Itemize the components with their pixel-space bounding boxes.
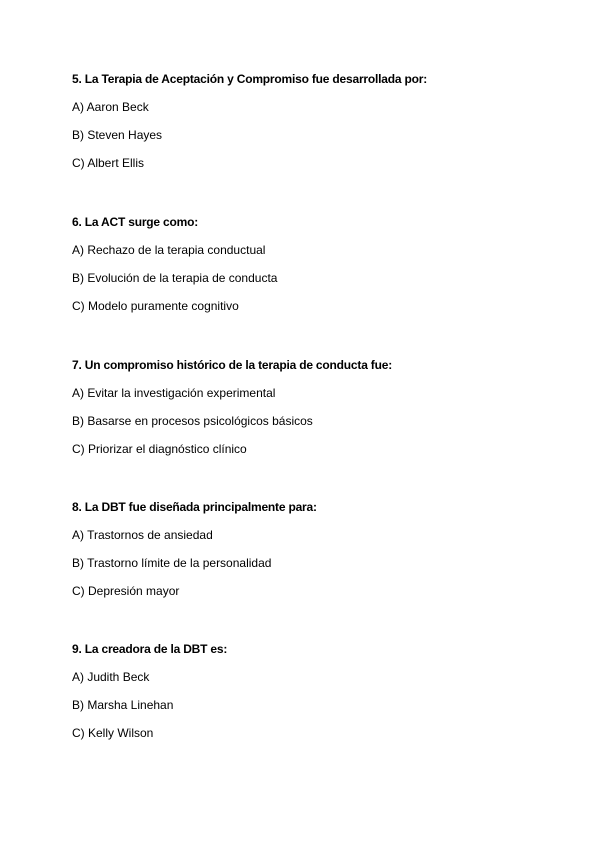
- option-c: C) Albert Ellis: [72, 156, 145, 170]
- option-b: B) Marsha Linehan: [72, 698, 174, 712]
- option-c: C) Priorizar el diagnóstico clínico: [72, 442, 247, 456]
- option-b: B) Trastorno límite de la personalidad: [72, 556, 272, 570]
- option-b: B) Evolución de la terapia de conducta: [72, 271, 278, 285]
- option-a: A) Trastornos de ansiedad: [72, 528, 213, 542]
- option-a: A) Judith Beck: [72, 670, 150, 684]
- option-b: B) Basarse en procesos psicológicos básicos: [72, 414, 313, 428]
- question-title: 7. Un compromiso histórico de la terapia de conducta fue:: [72, 358, 392, 372]
- option-a: A) Evitar la investigación experimental: [72, 386, 276, 400]
- option-a: A) Aaron Beck: [72, 100, 149, 114]
- question-title: 9. La creadora de la DBT es:: [72, 642, 228, 656]
- question-5: [72, 71, 572, 170]
- question-8: [72, 499, 572, 598]
- option-a: A) Rechazo de la terapia conductual: [72, 243, 266, 257]
- question-6: [72, 214, 572, 313]
- option-c: C) Modelo puramente cognitivo: [72, 299, 239, 313]
- question-title: 5. La Terapia de Aceptación y Compromiso fue desarrollada por:: [72, 72, 428, 86]
- question-9: [72, 641, 572, 740]
- option-c: C) Kelly Wilson: [72, 726, 154, 740]
- question-7: [72, 357, 572, 456]
- question-title: 6. La ACT surge como:: [72, 215, 199, 229]
- option-c: C) Depresión mayor: [72, 584, 180, 598]
- option-b: B) Steven Hayes: [72, 128, 163, 142]
- question-title: 8. La DBT fue diseñada principalmente para:: [72, 500, 317, 514]
